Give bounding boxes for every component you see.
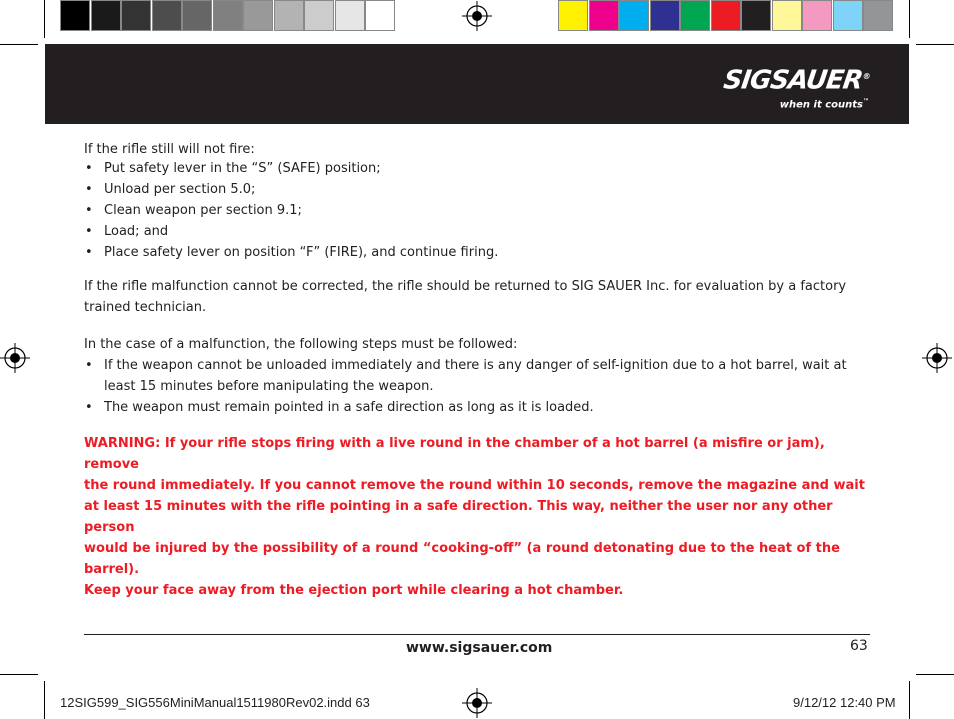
process-swatch bbox=[802, 0, 832, 31]
process-swatch bbox=[558, 0, 588, 31]
sig-sauer-logo bbox=[721, 62, 870, 112]
process-swatch bbox=[589, 0, 619, 31]
gray-swatch bbox=[304, 0, 334, 31]
warning-line: would be injured by the possibility of a round “cooking-off” (a round detonating due to the heat of the barrel). bbox=[84, 541, 840, 577]
gray-swatch bbox=[335, 0, 365, 31]
crop-mark bbox=[916, 44, 954, 45]
list-item bbox=[84, 355, 847, 397]
registration-mark-icon bbox=[462, 688, 492, 718]
gray-swatch bbox=[121, 0, 151, 31]
list-item: • Load; and bbox=[84, 221, 498, 242]
list-item-line: least 15 minutes before manipulating the weapon. bbox=[104, 379, 434, 394]
warning-line: Keep your face away from the ejection port while clearing a hot chamber. bbox=[84, 583, 624, 598]
website-link[interactable]: www.sigsauer.com bbox=[406, 640, 553, 656]
logo-registered-mark: ® bbox=[861, 72, 870, 81]
gray-swatch bbox=[365, 0, 395, 31]
list-item: • Unload per section 5.0; bbox=[84, 179, 498, 200]
crop-mark bbox=[0, 674, 38, 675]
intro-text: If the rifle still will not fire: bbox=[84, 142, 255, 157]
return-note-line: trained technician. bbox=[84, 300, 207, 315]
crop-mark bbox=[44, 681, 45, 719]
warning-line: WARNING: If your rifle stops firing with a live round in the chamber of a hot barrel (a misfire or jam), remove bbox=[84, 436, 825, 472]
process-swatch bbox=[619, 0, 649, 31]
crop-mark bbox=[909, 681, 910, 719]
crop-mark bbox=[909, 0, 910, 38]
footer-divider bbox=[84, 634, 870, 635]
process-swatch bbox=[741, 0, 771, 31]
list-item: • Clean weapon per section 9.1; bbox=[84, 200, 498, 221]
logo-trademark: ™ bbox=[863, 98, 869, 105]
process-swatch bbox=[650, 0, 680, 31]
process-swatch bbox=[833, 0, 863, 31]
registration-mark-icon bbox=[922, 343, 952, 373]
crop-mark bbox=[44, 0, 45, 38]
gray-swatch bbox=[91, 0, 121, 31]
gray-swatch bbox=[274, 0, 304, 31]
list-item-line: If the weapon cannot be unloaded immediately and there is any danger of self-ignition due to a hot barrel, wait at bbox=[104, 358, 847, 373]
list-item-line: The weapon must remain pointed in a safe direction as long as it is loaded. bbox=[104, 400, 594, 415]
logo-tagline: when it counts bbox=[779, 99, 863, 111]
malfunction-intro: In the case of a malfunction, the following steps must be followed: bbox=[84, 337, 518, 352]
gray-swatch bbox=[213, 0, 243, 31]
crop-mark bbox=[0, 44, 38, 45]
page-number: 63 bbox=[850, 638, 868, 654]
warning-block bbox=[84, 433, 874, 601]
gray-swatch bbox=[182, 0, 212, 31]
process-swatch bbox=[680, 0, 710, 31]
process-swatch bbox=[772, 0, 802, 31]
malfunction-steps bbox=[84, 355, 847, 418]
process-swatch bbox=[711, 0, 741, 31]
slug-filename: 12SIG599_SIG556MiniManual1511980Rev02.indd 63 bbox=[60, 695, 370, 710]
list-item: • Place safety lever on position “F” (FIRE), and continue firing. bbox=[84, 242, 498, 263]
list-item: • Put safety lever in the “S” (SAFE) position; bbox=[84, 158, 498, 179]
list-item bbox=[84, 397, 847, 418]
return-note-line: If the rifle malfunction cannot be corrected, the rifle should be returned to SIG SAUER Inc. for evaluation by a factory bbox=[84, 279, 847, 294]
registration-mark-icon bbox=[0, 343, 30, 373]
gray-swatch bbox=[60, 0, 90, 31]
page-header bbox=[45, 44, 909, 124]
registration-mark-icon bbox=[462, 1, 492, 31]
crop-mark bbox=[916, 674, 954, 675]
gray-swatch bbox=[152, 0, 182, 31]
logo-wordmark: SIGSAUER bbox=[721, 65, 864, 96]
process-swatch bbox=[863, 0, 893, 31]
warning-line: at least 15 minutes with the rifle pointing in a safe direction. This way, neither the user nor any other person bbox=[84, 499, 833, 535]
gray-swatch bbox=[243, 0, 273, 31]
return-note bbox=[84, 276, 846, 318]
warning-line: the round immediately. If you cannot remove the round within 10 seconds, remove the magazine and wait bbox=[84, 478, 865, 493]
troubleshooting-steps bbox=[84, 158, 498, 263]
slug-timestamp: 9/12/12 12:40 PM bbox=[793, 695, 896, 710]
